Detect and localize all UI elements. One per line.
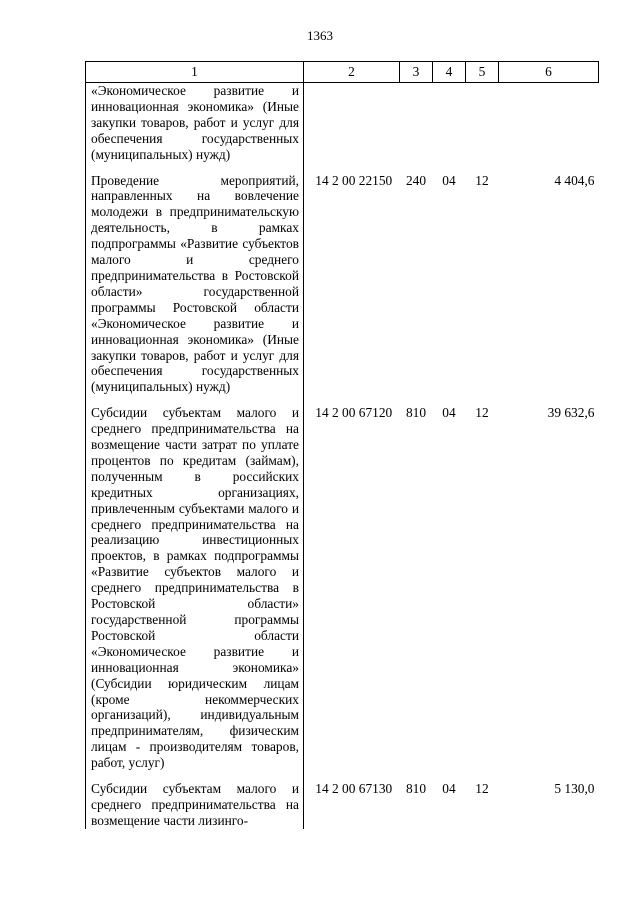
row-expense-type: 810 bbox=[405, 405, 427, 421]
row-section bbox=[433, 83, 466, 163]
column-header-5: 5 bbox=[466, 62, 499, 83]
budget-table bbox=[85, 61, 599, 829]
row-amount bbox=[499, 83, 599, 163]
row-section: 04 bbox=[442, 781, 456, 797]
column-header-6: 6 bbox=[499, 62, 599, 83]
table-header-row bbox=[86, 62, 599, 83]
table-row bbox=[86, 83, 599, 163]
row-description: Проведение мероприятий, направленных на вовлечение молодежи в предпринимательскую деятельность, в рамках подпрограммы «Развитие субъектов малого и среднего предпринимательства в Ростовской области» государственной программы Ростовской области «Экономическое развитие и инновационная экономика» (Иные закупки товаров, работ и услуг для обеспечения государственных (муниципальных) нужд) bbox=[86, 173, 304, 396]
row-subsection: 12 bbox=[475, 781, 489, 797]
row-spacer bbox=[86, 395, 599, 405]
row-amount: 5 130,0 bbox=[554, 781, 595, 797]
column-header-1: 1 bbox=[86, 62, 304, 83]
column-header-2: 2 bbox=[304, 62, 400, 83]
row-target-code: 14 2 00 22150 bbox=[315, 172, 393, 188]
row-expense-type: 240 bbox=[405, 172, 427, 188]
row-target-code: 14 2 00 67120 bbox=[315, 405, 393, 421]
row-description: Субсидии субъектам малого и среднего предпринимательства на возмещение части лизинго- bbox=[86, 781, 304, 829]
row-expense-type: 810 bbox=[405, 781, 427, 797]
table-row bbox=[86, 173, 599, 396]
row-amount: 4 404,6 bbox=[554, 172, 595, 188]
row-expense-type bbox=[400, 83, 433, 163]
row-subsection: 12 bbox=[475, 405, 489, 421]
row-description: Субсидии субъектам малого и среднего предпринимательства на возмещение части затрат по уплате процентов по кредитам (займам), полученным в российских кредитных организациях, привлеченным субъектами малого и среднего предпринимательства на реализацию инвестиционных проектов, в рамках подпрограммы «Развитие субъектов малого и среднего предпринимательства в Ростовской области» государственной программы Ростовской области «Экономическое развитие и инновационная экономика» (Субсидии юридическим лицам (кроме некоммерческих организаций), индивидуальным предпринимателям, физическим лицам - производителям товаров, работ, услуг) bbox=[86, 405, 304, 771]
page-number: 1363 bbox=[307, 28, 333, 43]
row-spacer bbox=[86, 163, 599, 173]
column-header-4: 4 bbox=[433, 62, 466, 83]
row-subsection bbox=[466, 83, 499, 163]
row-spacer bbox=[86, 771, 599, 781]
row-section: 04 bbox=[442, 172, 456, 188]
table-row bbox=[86, 405, 599, 771]
row-description: «Экономическое развитие и инновационная экономика» (Иные закупки товаров, работ и услуг для обеспечения государственных (муниципальных) нужд) bbox=[86, 83, 304, 163]
row-amount: 39 632,6 bbox=[547, 405, 595, 421]
table-row bbox=[86, 781, 599, 829]
row-target-code bbox=[304, 83, 400, 163]
row-target-code: 14 2 00 67130 bbox=[315, 781, 393, 797]
column-header-3: 3 bbox=[400, 62, 433, 83]
row-section: 04 bbox=[442, 405, 456, 421]
row-subsection: 12 bbox=[475, 172, 489, 188]
